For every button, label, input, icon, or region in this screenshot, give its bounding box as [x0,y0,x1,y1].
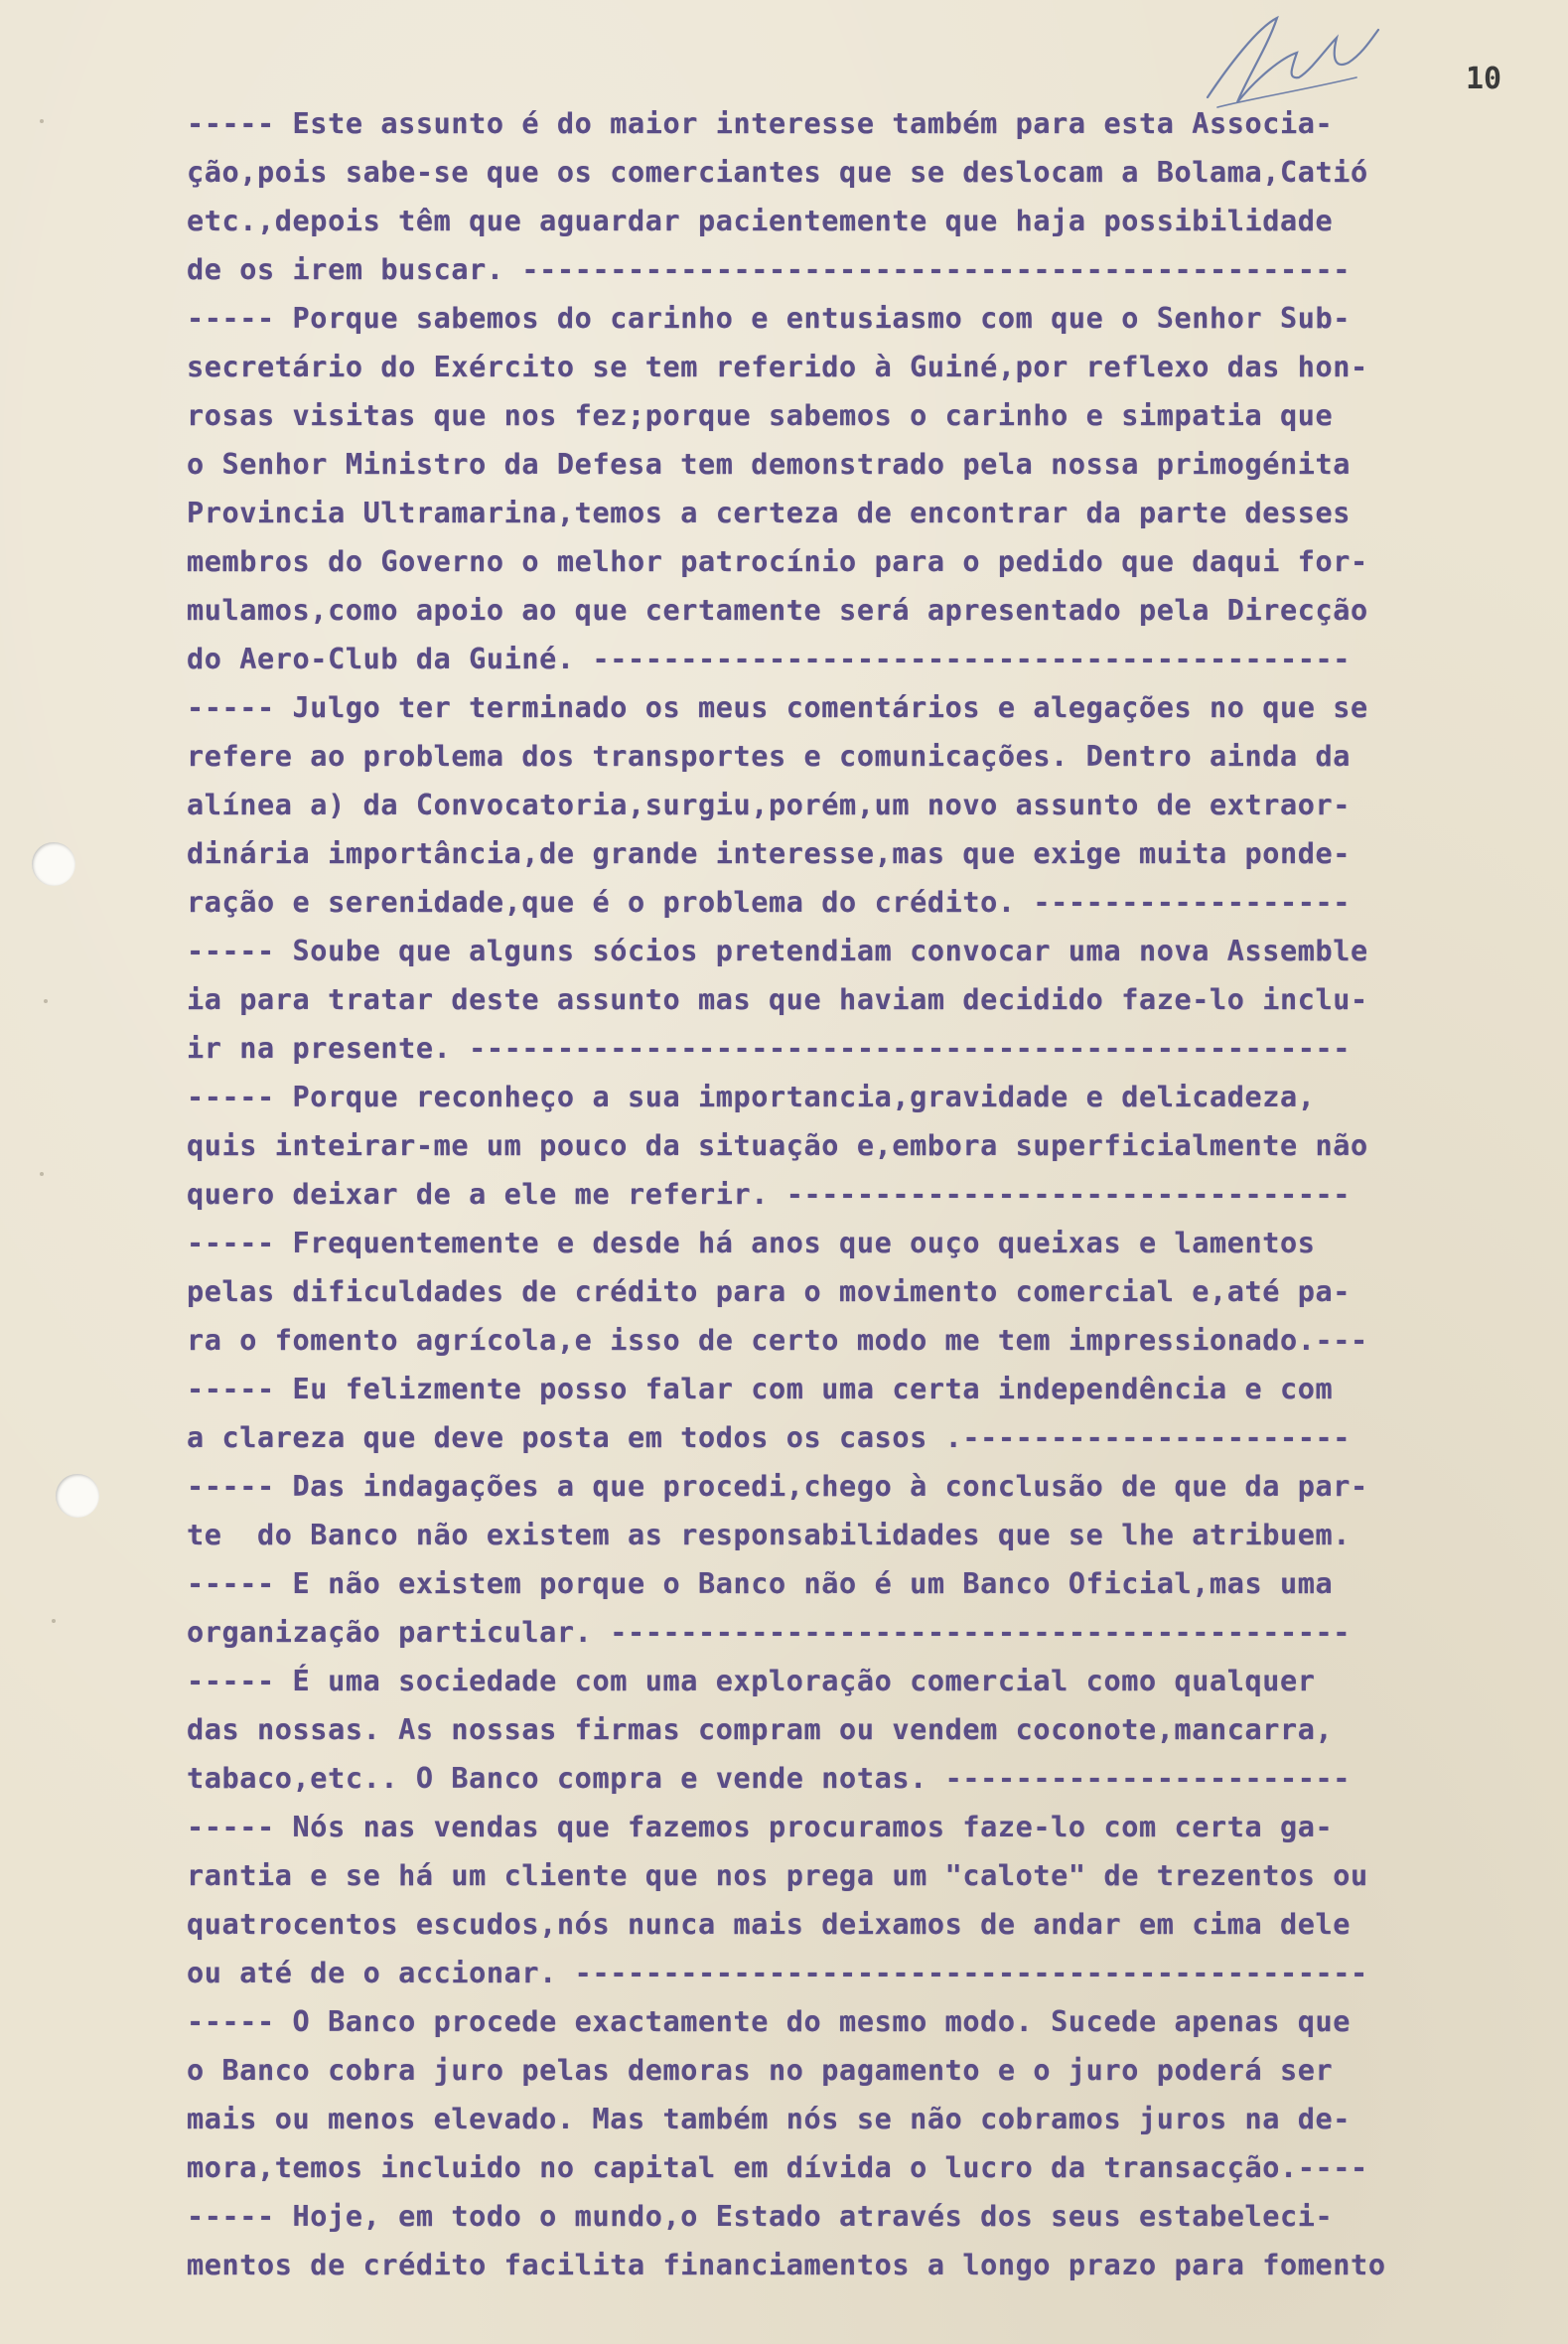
text-line: ----- Eu felizmente posso falar com uma certa independência e com [187,1373,1334,1405]
text-line: alínea a) da Convocatoria,surgiu,porém,um novo assunto de extraor- [187,789,1352,821]
text-line: pelas dificuldades de crédito para o movimento comercial e,até pa- [187,1275,1352,1308]
text-line: ra o fomento agrícola,e isso de certo modo me tem impressionado.--- [187,1324,1368,1357]
margin-speck [44,999,48,1003]
text-line: o Banco cobra juro pelas demoras no pagamento e o juro poderá ser [187,2054,1334,2087]
text-line: ----- Frequentemente e desde há anos que ouço queixas e lamentos [187,1227,1316,1259]
text-line: refere ao problema dos transportes e comunicações. Dentro ainda da [187,740,1352,773]
page-number: 10 [1466,62,1502,96]
text-line: a clareza que deve posta em todos os casos .---------------------- [187,1421,1352,1454]
punch-hole [32,842,75,886]
text-line: etc.,depois têm que aguardar pacientemente que haja possibilidade [187,205,1334,237]
text-line: ção,pois sabe-se que os comerciantes que se deslocam a Bolama,Catió [187,156,1368,189]
text-line: dinária importância,de grande interesse,mas que exige muita ponde- [187,837,1352,870]
text-line: ração e serenidade,que é o problema do crédito. ------------------ [187,886,1352,919]
text-line: Provincia Ultramarina,temos a certeza de encontrar da parte desses [187,497,1352,529]
text-line: ----- Julgo ter terminado os meus comentários e alegações no que se [187,691,1368,724]
text-line: te do Banco não existem as responsabilidades que se lhe atribuem. [187,1519,1352,1551]
text-line: ia para tratar deste assunto mas que haviam decidido faze-lo inclu- [187,983,1368,1016]
text-line: ----- E não existem porque o Banco não é um Banco Oficial,mas uma [187,1567,1334,1600]
text-line: rantia e se há um cliente que nos prega um "calote" de trezentos ou [187,1859,1368,1892]
text-line: rosas visitas que nos fez;porque sabemos o carinho e simpatia que [187,399,1334,432]
text-line: ----- Porque reconheço a sua importancia,gravidade e delicadeza, [187,1081,1316,1113]
text-line: mora,temos incluido no capital em dívida o lucro da transacção.---- [187,2151,1368,2184]
text-line: ou até de o accionar. --------------------------------------------- [187,1957,1368,1989]
text-line: ----- Das indagações a que procedi,chego à conclusão de que da par- [187,1470,1368,1503]
text-line: do Aero-Club da Guiné. ------------------------------------------- [187,643,1352,675]
text-line: ----- O Banco procede exactamente do mesmo modo. Sucede apenas que [187,2005,1352,2038]
text-line: tabaco,etc.. O Banco compra e vende notas. ----------------------- [187,1762,1352,1795]
text-line: ----- É uma sociedade com uma exploração comercial como qualquer [187,1665,1316,1697]
text-line: mulamos,como apoio ao que certamente será apresentado pela Direcção [187,594,1368,627]
text-line: mais ou menos elevado. Mas também nós se não cobramos juros na de- [187,2103,1352,2135]
text-line: quatrocentos escudos,nós nunca mais deixamos de andar em cima dele [187,1908,1352,1941]
margin-speck [40,1172,44,1176]
text-line: secretário do Exército se tem referido à Guiné,por reflexo das hon- [187,351,1368,383]
text-line: quero deixar de a ele me referir. -------------------------------- [187,1178,1352,1211]
punch-hole [56,1474,99,1518]
margin-speck [40,119,44,123]
typed-body-text [187,99,1557,2289]
text-line: ----- Hoje, em todo o mundo,o Estado através dos seus estabeleci- [187,2200,1334,2233]
text-line: ----- Este assunto é do maior interesse também para esta Associa- [187,107,1334,140]
text-line: de os irem buscar. ----------------------------------------------- [187,253,1352,286]
text-line: membros do Governo o melhor patrocínio para o pedido que daqui for- [187,545,1368,578]
text-line: mentos de crédito facilita financiamentos a longo prazo para fomento [187,2249,1386,2281]
margin-speck [52,1619,56,1623]
text-line: quis inteirar-me um pouco da situação e,embora superficialmente não [187,1129,1368,1162]
text-line: o Senhor Ministro da Defesa tem demonstrado pela nossa primogénita [187,448,1352,481]
text-line: ----- Porque sabemos do carinho e entusiasmo com que o Senhor Sub- [187,302,1352,335]
text-line: ----- Soube que alguns sócios pretendiam convocar uma nova Assemble [187,935,1368,967]
text-line: das nossas. As nossas firmas compram ou vendem coconote,mancarra, [187,1713,1334,1746]
text-line: ----- Nós nas vendas que fazemos procuramos faze-lo com certa ga- [187,1811,1334,1843]
text-line: organização particular. ------------------------------------------ [187,1616,1352,1649]
text-line: ir na presente. -------------------------------------------------- [187,1032,1352,1065]
